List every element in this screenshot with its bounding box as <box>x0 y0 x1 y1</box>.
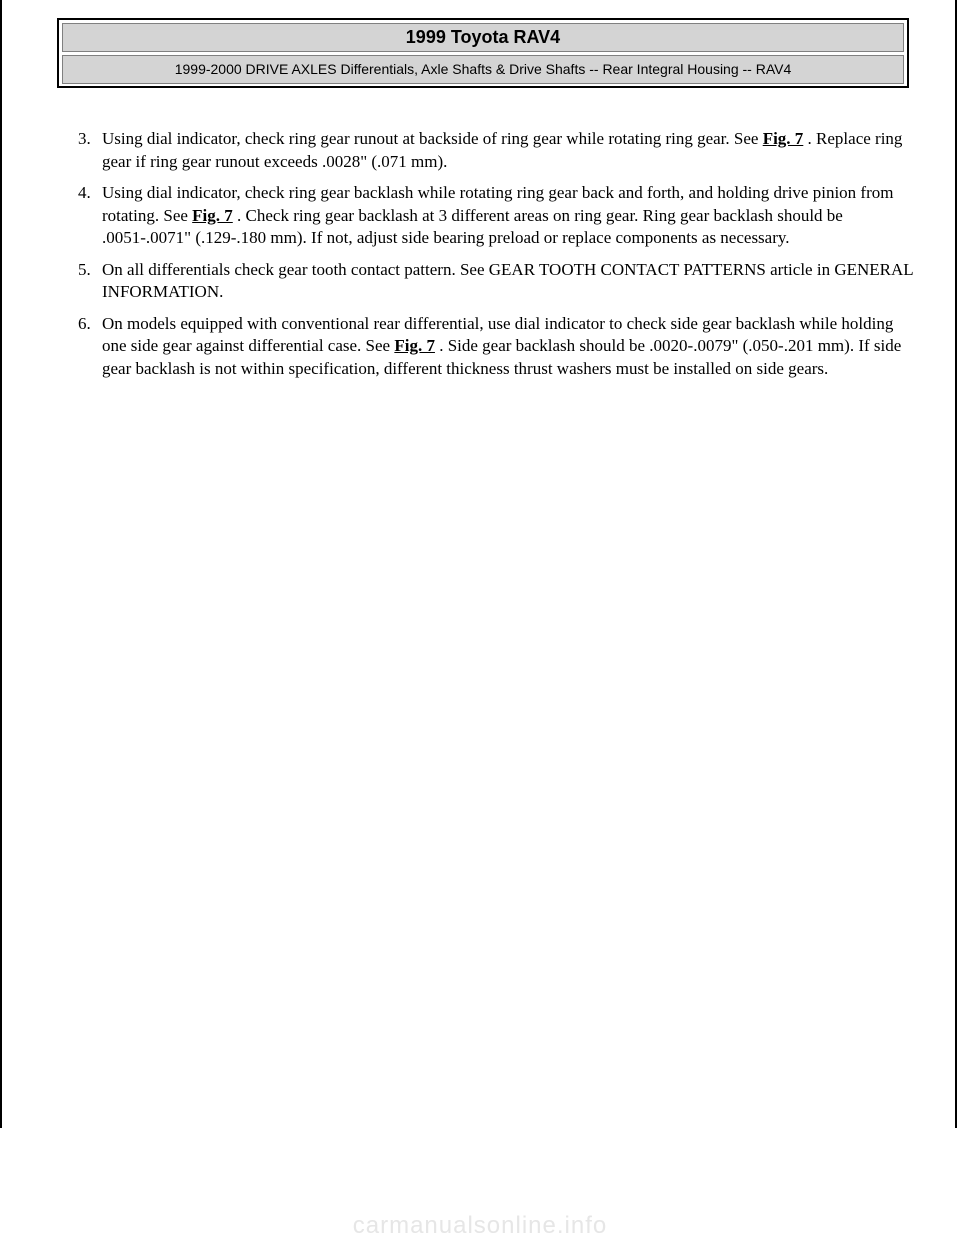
procedure-steps <box>78 128 918 389</box>
document-title: 1999 Toyota RAV4 <box>62 23 904 52</box>
fig-7-link[interactable]: Fig. 7 <box>394 336 435 355</box>
step-text: On models equipped with conventional rear differential, use dial indicator to check side gear backlash while holding one side gear against differential case. See <box>102 313 894 355</box>
step-text: . Replace ring gear if ring gear runout exceeds .0028" (.071 mm). <box>102 129 903 171</box>
step-text: . Side gear backlash should be .0020-.0079" (.050-.201 mm). If side gear backlash is not within specification, different thickness thrust washers must be installed on side gears. <box>102 336 902 378</box>
step-6 <box>78 313 918 381</box>
step-number: 3. <box>78 129 91 148</box>
step-number: 5. <box>78 259 91 279</box>
document-subtitle: 1999-2000 DRIVE AXLES Differentials, Axle Shafts & Drive Shafts -- Rear Integral Housing -- RAV4 <box>62 55 904 84</box>
step-5 <box>78 259 918 304</box>
fig-7-link[interactable]: Fig. 7 <box>192 205 233 225</box>
step-number: 4. <box>78 183 91 202</box>
step-4 <box>78 182 918 250</box>
step-text: . Check ring gear backlash at 3 different areas on ring gear. Ring gear backlash should be .0051-.0071" (.129-.180 mm). If not, adjust side bearing preload or replace components as necessary. <box>102 205 843 247</box>
step-3 <box>78 128 918 173</box>
fig-7-link[interactable]: Fig. 7 <box>762 129 804 148</box>
step-number: 6. <box>78 313 91 333</box>
site-watermark: carmanualsonline.info <box>352 1212 608 1239</box>
step-text: Using dial indicator, check ring gear runout at backside of ring gear while rotating ring gear. See <box>102 129 763 148</box>
document-header <box>57 18 909 88</box>
step-text: Using dial indicator, check ring gear backlash while rotating ring gear back and forth, and holding drive pinion from rotating. See <box>102 183 894 225</box>
step-text: On all differentials check gear tooth contact pattern. See GEAR TOOTH CONTACT PATTERNS article in GENERAL INFORMATION. <box>102 259 914 301</box>
